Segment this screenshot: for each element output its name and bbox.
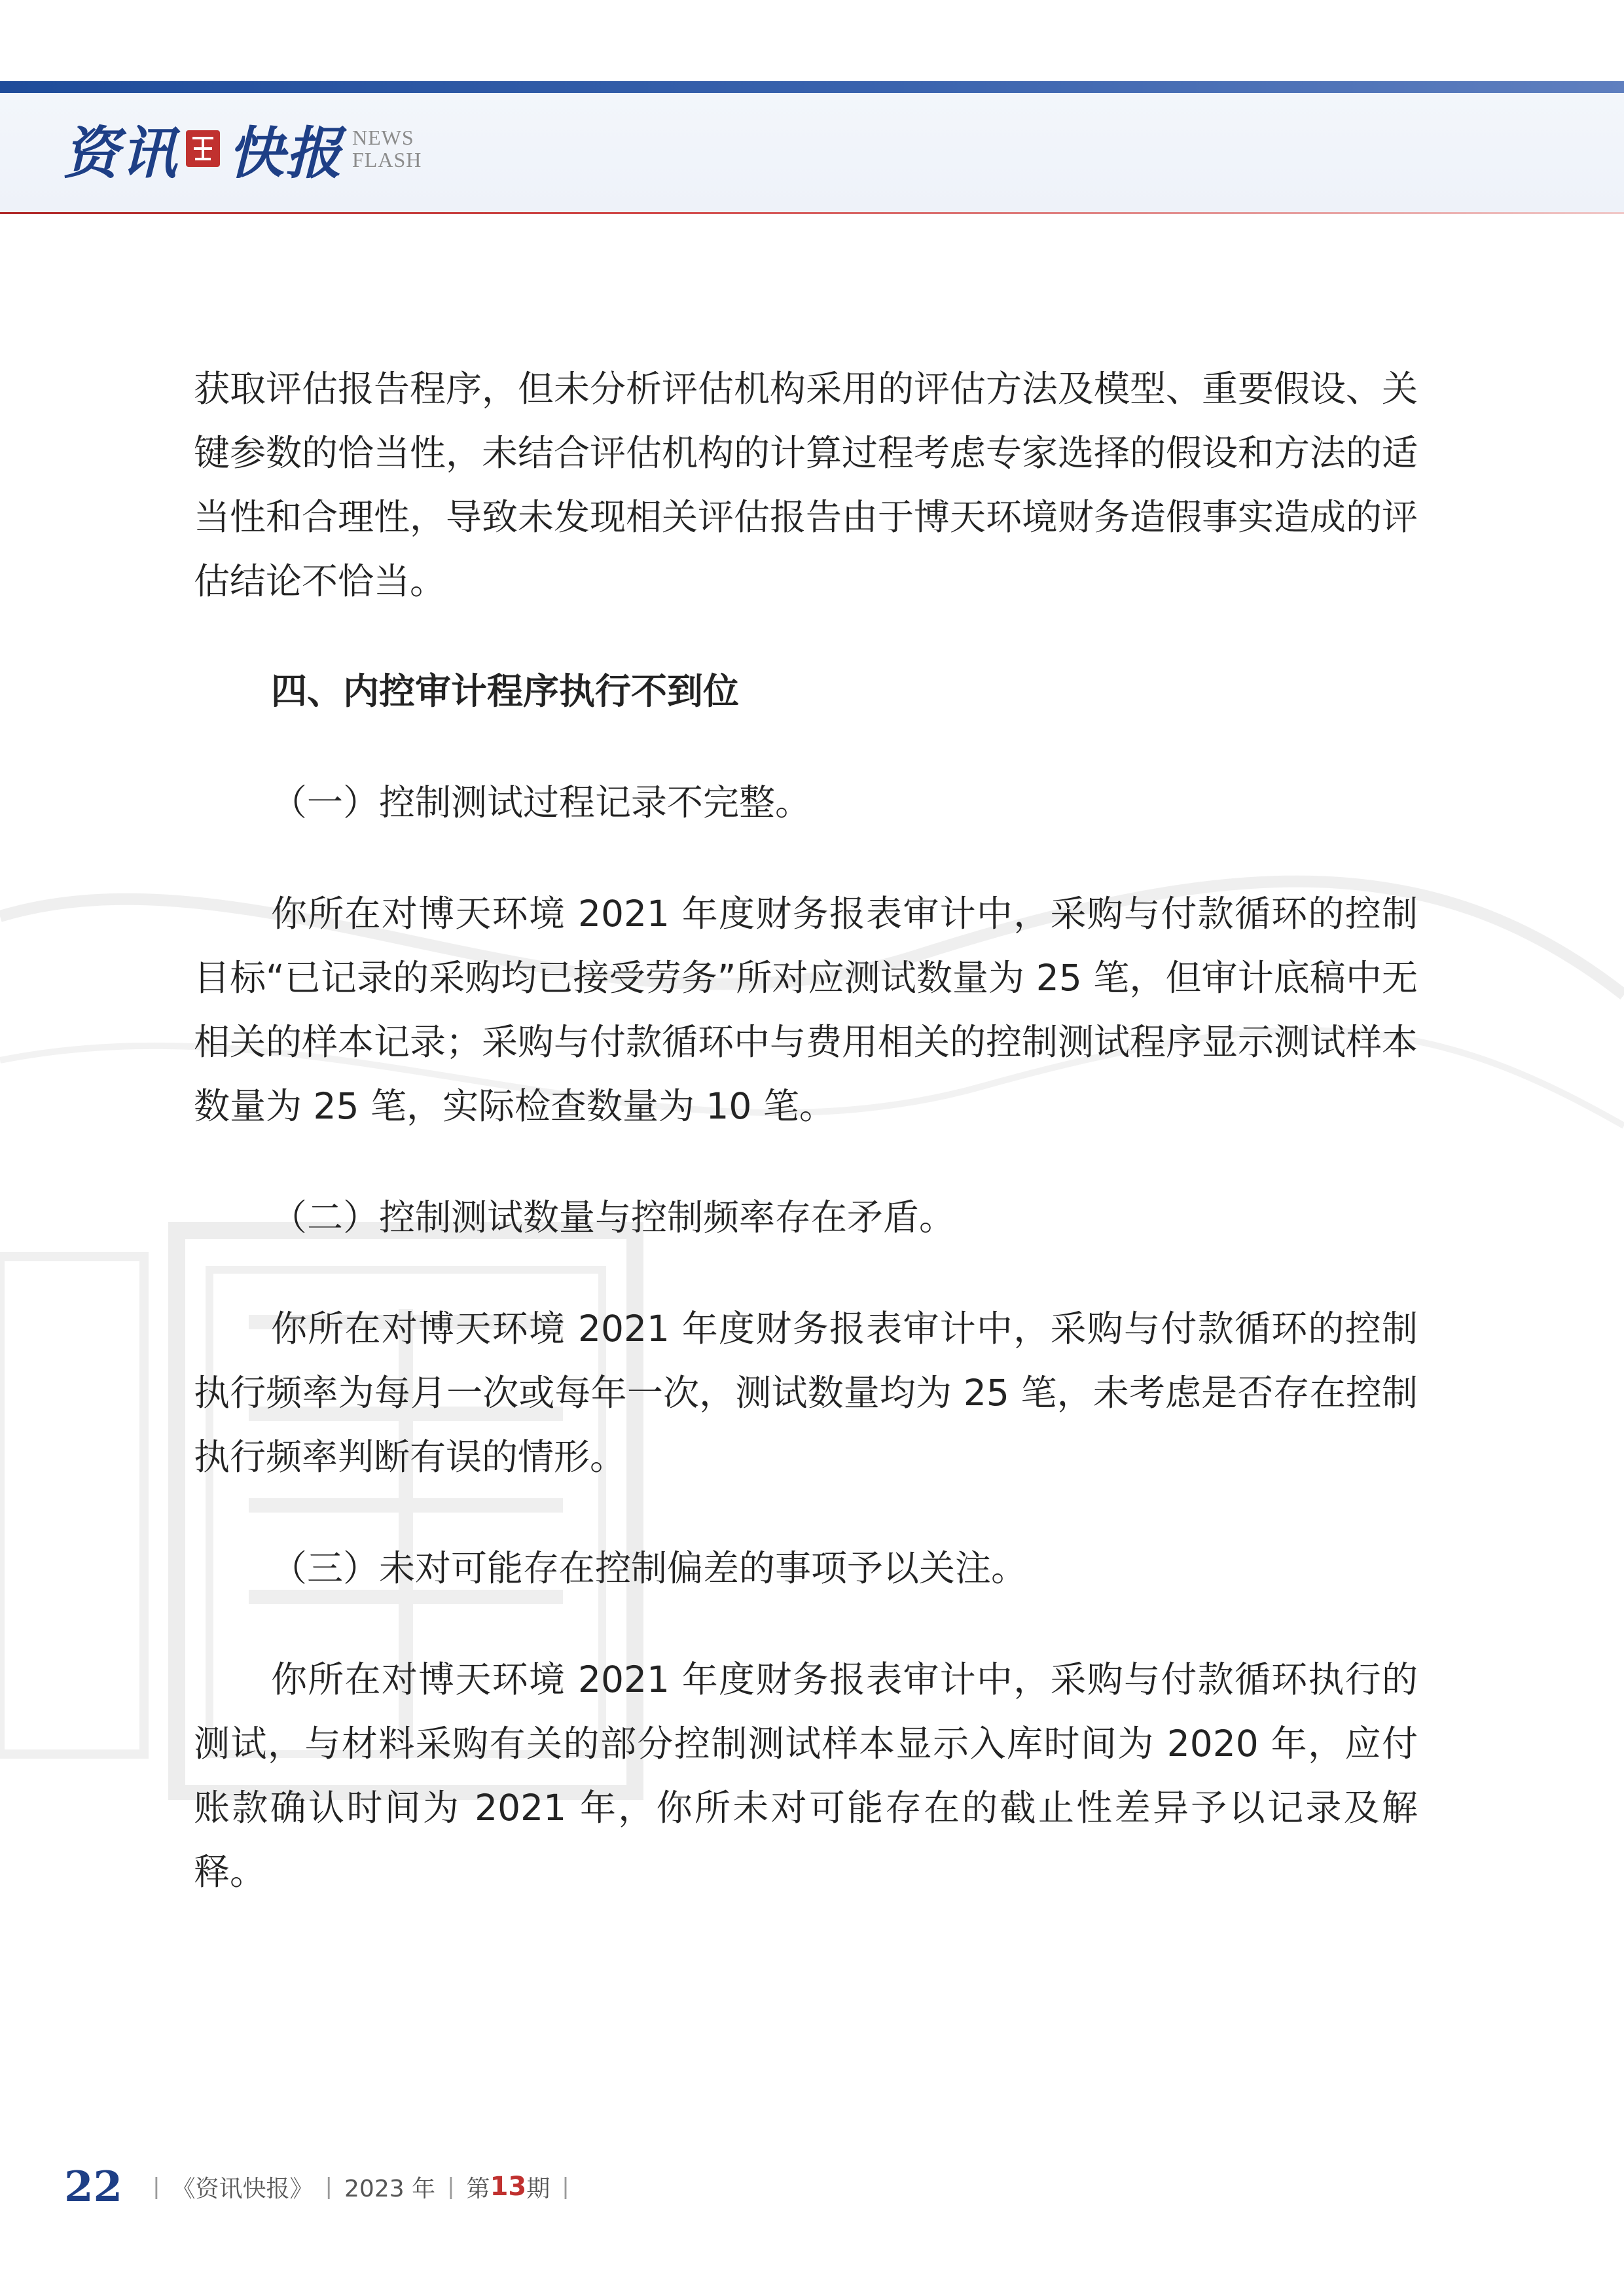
footer-separator: | bbox=[325, 2174, 333, 2200]
header-rule bbox=[0, 212, 1624, 214]
seal-icon bbox=[185, 129, 221, 168]
subheading-3: （三）未对可能存在控制偏差的事项予以关注。 bbox=[271, 1547, 1028, 1589]
article-body bbox=[194, 357, 1418, 1904]
brand-en-line2: FLASH bbox=[352, 148, 422, 171]
paragraph-4: 你所在对博天环境 2021 年度财务报表审计中，采购与付款循环执行的测试，与材料采购有关的部分控制测试样本显示入库时间为 2020 年，应付账款确认时间为 2021 年，你所未对可能存在的截止性差异予以记录及解释。 bbox=[194, 1659, 1418, 1893]
brand-en-line1: NEWS bbox=[352, 126, 414, 149]
issue-number: 13 bbox=[490, 2172, 527, 2202]
paragraph-3: 你所在对博天环境 2021 年度财务报表审计中，采购与付款循环的控制执行频率为每月一次或每年一次，测试数量均为 25 笔，未考虑是否存在控制执行频率判断有误的情形。 bbox=[194, 1308, 1418, 1478]
paragraph-2: 你所在对博天环境 2021 年度财务报表审计中，采购与付款循环的控制目标“已记录的采购均已接受劳务”所对应测试数量为 25 笔，但审计底稿中无相关的样本记录；采购与付款循环中与费用相关的控制测试程序显示测试样本数量为 25 笔，实际检查数量为 10 笔。 bbox=[194, 893, 1418, 1127]
paragraph-1: 获取评估报告程序，但未分析评估机构采用的评估方法及模型、重要假设、关键参数的恰当性，未结合评估机构的计算过程考虑专家选择的假设和方法的适当性和合理性，导致未发现相关评估报告由于博天环境财务造假事实造成的评估结论不恰当。 bbox=[194, 368, 1418, 602]
publication-name: 《资讯快报》 bbox=[171, 2175, 314, 2202]
publication-year: 2023 年 bbox=[344, 2175, 436, 2202]
issue-prefix: 第 bbox=[466, 2175, 490, 2202]
brand-left-text: 资讯 bbox=[63, 120, 178, 187]
brand-logo bbox=[63, 113, 422, 185]
footer-separator: | bbox=[562, 2174, 569, 2200]
subheading-1: （一）控制测试过程记录不完整。 bbox=[271, 781, 812, 823]
footer-separator: | bbox=[447, 2174, 455, 2200]
page-footer bbox=[64, 2157, 581, 2216]
header-top-bar bbox=[0, 81, 1624, 93]
issue-suffix: 期 bbox=[526, 2175, 550, 2202]
brand-right-text: 快报 bbox=[228, 120, 343, 187]
section-heading-4: 四、内控审计程序执行不到位 bbox=[271, 670, 740, 712]
brand-en bbox=[352, 126, 422, 171]
footer-separator: | bbox=[153, 2174, 160, 2200]
page-number: 22 bbox=[64, 2162, 123, 2212]
subheading-2: （二）控制测试数量与控制频率存在矛盾。 bbox=[271, 1196, 956, 1238]
